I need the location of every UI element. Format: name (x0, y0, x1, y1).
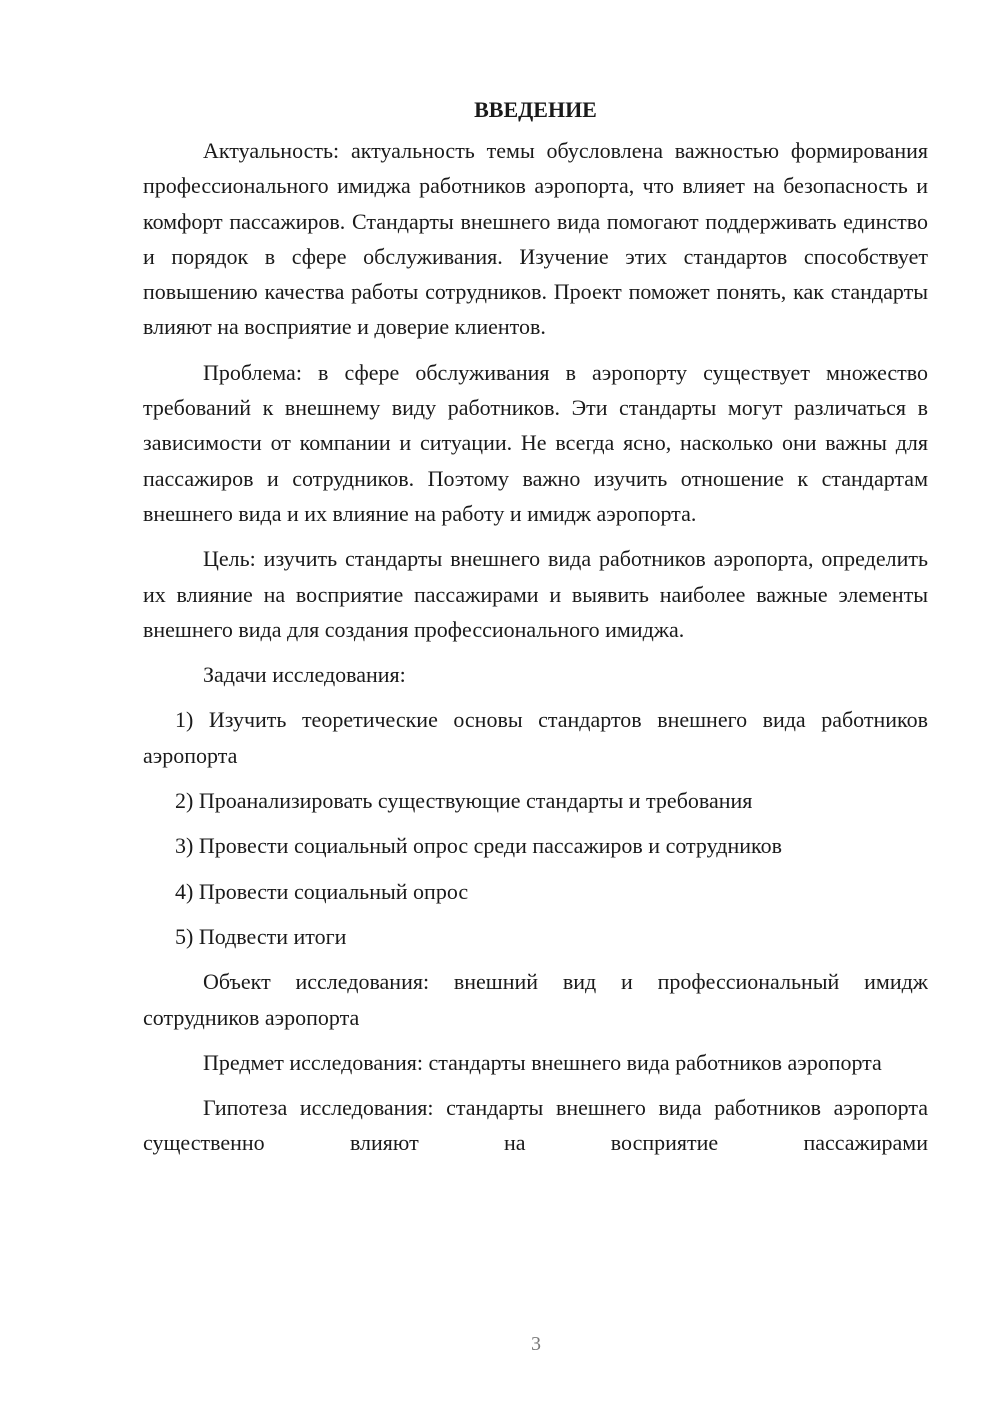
tasks-heading: Задачи исследования: (203, 662, 406, 688)
task-item-4: 4) Провести социальный опрос (175, 878, 469, 904)
task-item-3: 3) Провести социальный опрос среди пассажиров и сотрудников (175, 833, 782, 859)
paragraph-problem: Проблема: в сфере обслуживания в аэропорту существует множество требований к внешнему виду работников. Эти стандарты могут различаться в зависимости от компании и ситуации. Не всегда ясно, насколько они важны для пассажиров и сотрудников. Поэтому важно изучить отношение к стандартам внешнего вида и их влияние на работу и имидж аэропорта. (143, 359, 928, 526)
paragraph-relevance: Актуальность: актуальность темы обусловлена важностью формирования профессионального имиджа работников аэропорта, что влияет на безопасность и комфорт пассажиров. Стандарты внешнего вида помогают поддерживать единство и порядок в сфере обслуживания. Изучение этих стандартов способствует повышению качества работы сотрудников. Проект поможет понять, как стандарты влияют на восприятие и доверие клиентов. (143, 138, 928, 340)
paragraph-hypothesis: Гипотеза исследования: стандарты внешнего вида работников аэропорта существенно влияют на восприятие пассажирами (143, 1095, 928, 1156)
task-item-5: 5) Подвести итоги (175, 923, 347, 949)
paragraph-subject: Предмет исследования: стандарты внешнего вида работников аэропорта (203, 1049, 882, 1075)
page-content (143, 92, 928, 1171)
task-item-2: 2) Проанализировать существующие стандарты и требования (175, 788, 753, 814)
page-number: 3 (531, 1333, 541, 1355)
section-title: ВВЕДЕНИЕ (474, 97, 597, 122)
paragraph-goal: Цель: изучить стандарты внешнего вида работников аэропорта, определить их влияние на восприятие пассажирами и выявить наиболее важные элементы внешнего вида для создания профессионального имиджа. (143, 546, 928, 642)
task-item-1: 1) Изучить теоретические основы стандартов внешнего вида работников аэропорта (143, 707, 928, 768)
paragraph-object: Объект исследования: внешний вид и профессиональный имидж сотрудников аэропорта (143, 969, 928, 1030)
